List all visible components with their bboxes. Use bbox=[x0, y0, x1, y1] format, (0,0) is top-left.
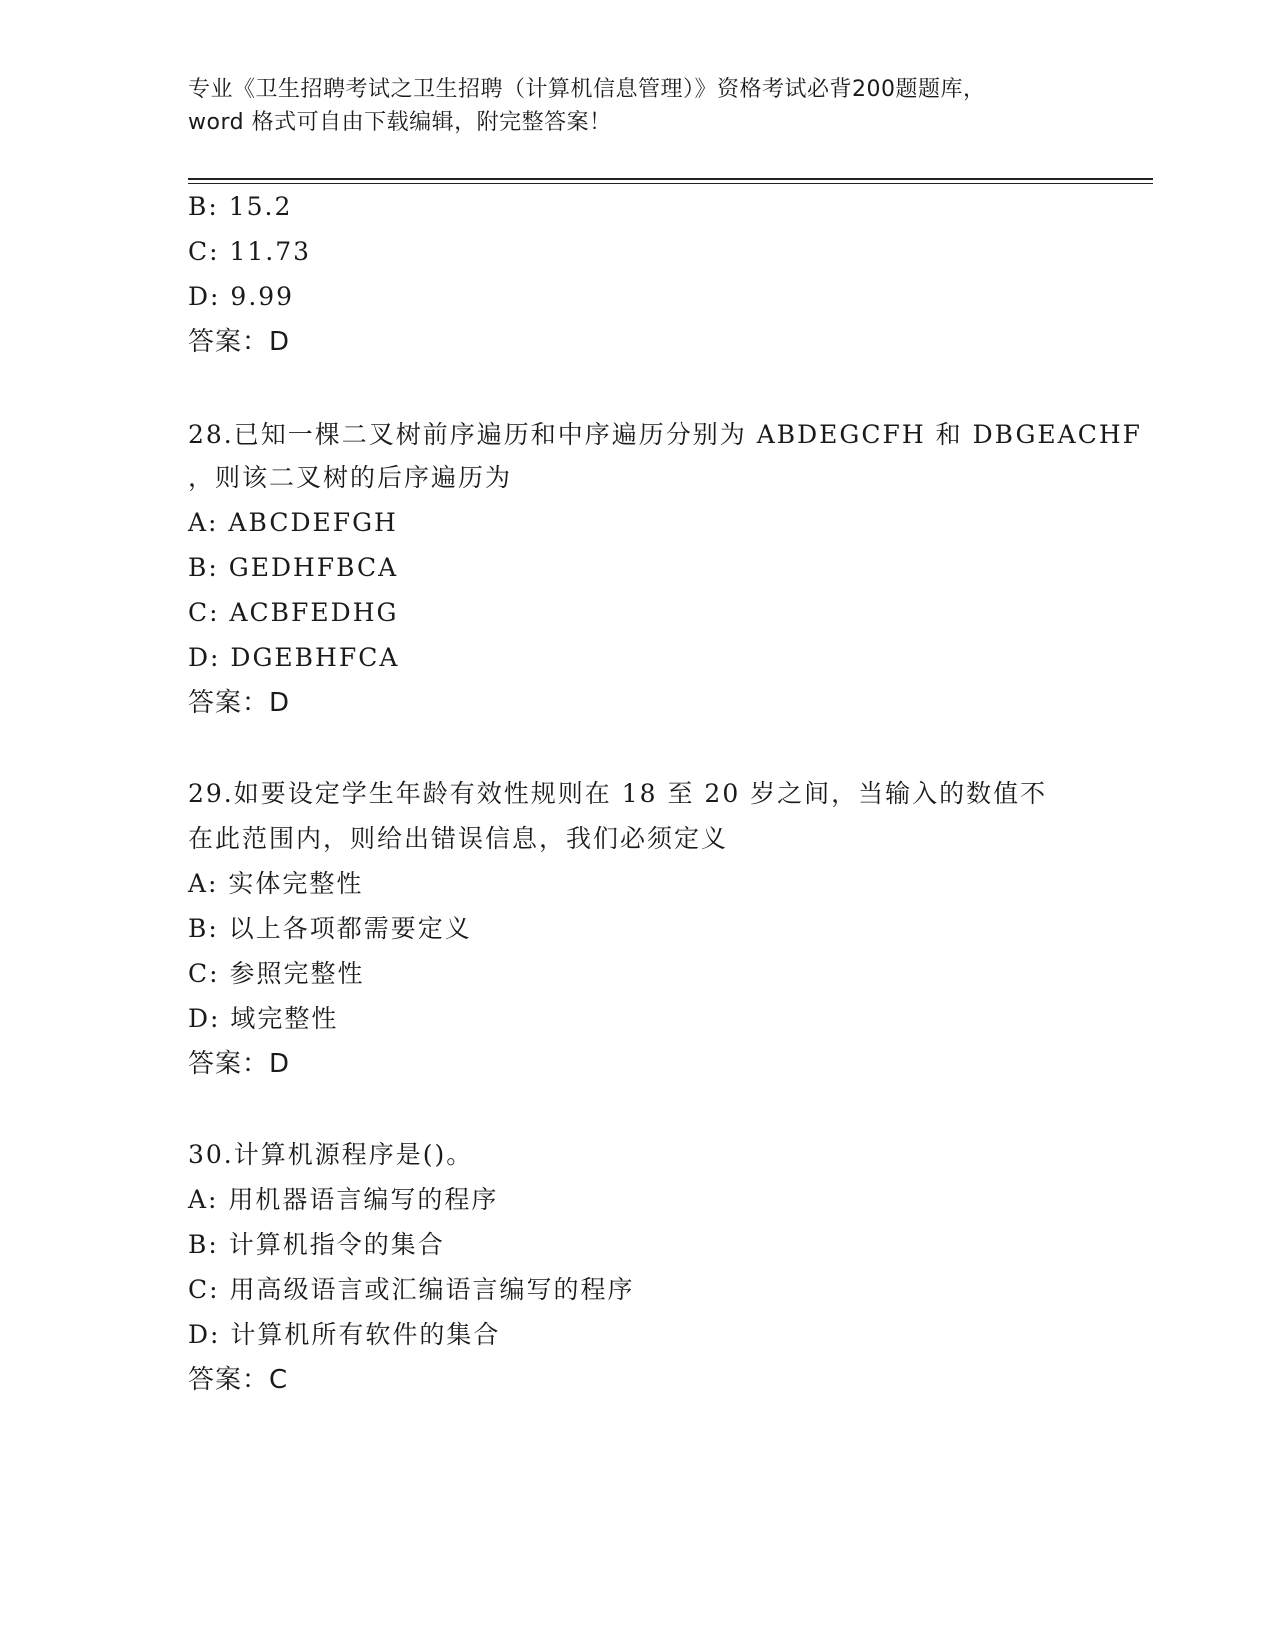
q28-answer: 答案：D bbox=[188, 688, 291, 718]
q29-option-c: C: 参照完整性 bbox=[188, 959, 365, 988]
q28-option-d: D: DGEBHFCA bbox=[188, 643, 400, 672]
document-header bbox=[188, 73, 1088, 139]
q28-option-b: B: GEDHFBCA bbox=[188, 553, 399, 582]
q30-option-d: D: 计算机所有软件的集合 bbox=[188, 1320, 501, 1349]
q27-option-b: B: 15.2 bbox=[188, 192, 293, 221]
q30-option-c: C: 用高级语言或汇编语言编写的程序 bbox=[188, 1275, 635, 1304]
header-line-2: word 格式可自由下载编辑，附完整答案！ bbox=[188, 110, 612, 135]
q29-option-b: B: 以上各项都需要定义 bbox=[188, 914, 472, 943]
q30-option-a: A: 用机器语言编写的程序 bbox=[188, 1185, 499, 1214]
q27-answer: 答案：D bbox=[188, 327, 291, 357]
q28-stem-line-2: ，则该二叉树的后序遍历为 bbox=[188, 463, 513, 492]
q29-stem-line-1: 29.如要设定学生年龄有效性规则在 18 至 20 岁之间，当输入的数值不 bbox=[188, 779, 1048, 808]
header-divider-thin bbox=[188, 183, 1153, 184]
q29-answer: 答案：D bbox=[188, 1049, 291, 1079]
header-line-1: 专业《卫生招聘考试之卫生招聘（计算机信息管理）》资格考试必背200题题库， bbox=[188, 77, 986, 102]
q27-option-c: C: 11.73 bbox=[188, 237, 312, 266]
q28-option-a: A: ABCDEFGH bbox=[188, 508, 398, 537]
q27-option-d: D: 9.99 bbox=[188, 282, 295, 311]
q30-answer: 答案：C bbox=[188, 1365, 289, 1395]
q28-stem-line-1: 28.已知一棵二叉树前序遍历和中序遍历分别为 ABDEGCFH 和 DBGEACHF bbox=[188, 420, 1142, 449]
q30-stem-line-1: 30.计算机源程序是()。 bbox=[188, 1140, 474, 1169]
q28-option-c: C: ACBFEDHG bbox=[188, 598, 399, 627]
q29-stem-line-2: 在此范围内，则给出错误信息，我们必须定义 bbox=[188, 824, 729, 853]
q29-option-a: A: 实体完整性 bbox=[188, 869, 364, 898]
q30-option-b: B: 计算机指令的集合 bbox=[188, 1230, 445, 1259]
q29-option-d: D: 域完整性 bbox=[188, 1004, 339, 1033]
header-divider-thick bbox=[188, 178, 1153, 180]
